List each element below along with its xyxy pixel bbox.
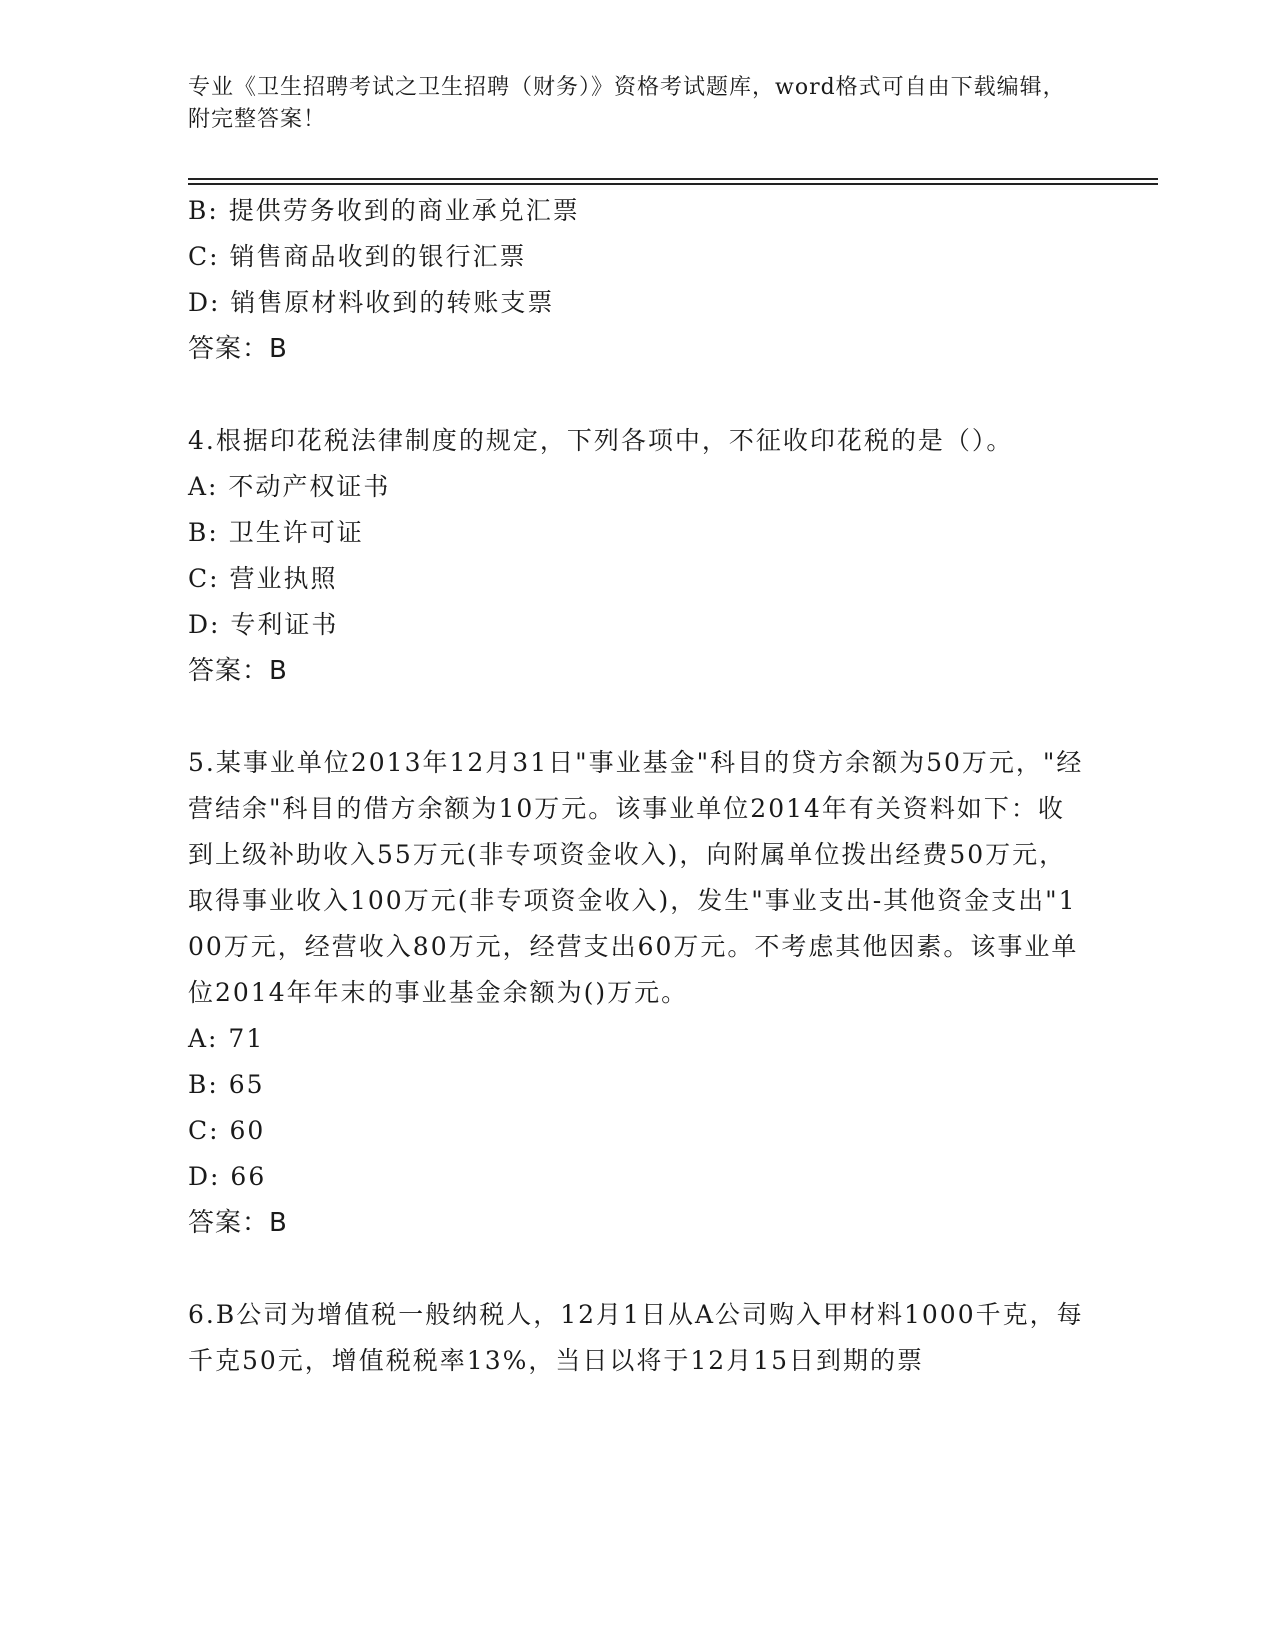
document-header xyxy=(188,72,1088,136)
q3-option-b: B: 提供劳务收到的商业承兑汇票 xyxy=(188,196,580,225)
spacer xyxy=(188,372,1088,418)
spacer xyxy=(188,1246,1088,1292)
q4-option-a: A: 不动产权证书 xyxy=(188,472,391,501)
question-6-block xyxy=(188,1292,1088,1384)
q5-answer: 答案：B xyxy=(188,1208,288,1238)
q3-option-c: C: 销售商品收到的银行汇票 xyxy=(188,242,527,271)
q4-option-c: C: 营业执照 xyxy=(188,564,338,593)
question-4-block xyxy=(188,418,1088,694)
question-3-block xyxy=(188,188,1088,372)
q4-answer: 答案：B xyxy=(188,656,288,686)
q5-option-c: C: 60 xyxy=(188,1116,266,1145)
q3-answer: 答案：B xyxy=(188,334,288,364)
header-text: 专业《卫生招聘考试之卫生招聘（财务）》资格考试题库，word格式可自由下载编辑，附完整答案！ xyxy=(188,75,1066,132)
q5-option-d: D: 66 xyxy=(188,1162,267,1191)
q6-text: 6.B公司为增值税一般纳税人，12月1日从A公司购入甲材料1000千克，每千克50元，增值税税率13%，当日以将于12月15日到期的票 xyxy=(188,1300,1084,1375)
q5-option-b: B: 65 xyxy=(188,1070,265,1099)
spacer xyxy=(188,694,1088,740)
q5-option-a: A: 71 xyxy=(188,1024,265,1053)
header-divider-top xyxy=(188,178,1158,180)
question-5-block xyxy=(188,740,1088,1246)
q5-text: 5.某事业单位2013年12月31日"事业基金"科目的贷方余额为50万元，"经营结余"科目的借方余额为10万元。该事业单位2014年有关资料如下：收到上级补助收入55万元(非专项资金收入)，向附属单位拨出经费50万元，取得事业收入100万元(非专项资金收入)，发生"事业支出-其他资金支出"100万元，经营收入80万元，经营支出60万元。不考虑其他因素。该事业单位2014年年末的事业基金余额为()万元。 xyxy=(188,748,1084,1007)
q4-option-d: D: 专利证书 xyxy=(188,610,339,639)
header-divider-bottom xyxy=(188,183,1158,185)
q4-option-b: B: 卫生许可证 xyxy=(188,518,364,547)
q4-text: 4.根据印花税法律制度的规定，下列各项中，不征收印花税的是（）。 xyxy=(188,426,1014,455)
q3-option-d: D: 销售原材料收到的转账支票 xyxy=(188,288,555,317)
document-body xyxy=(188,188,1088,1384)
